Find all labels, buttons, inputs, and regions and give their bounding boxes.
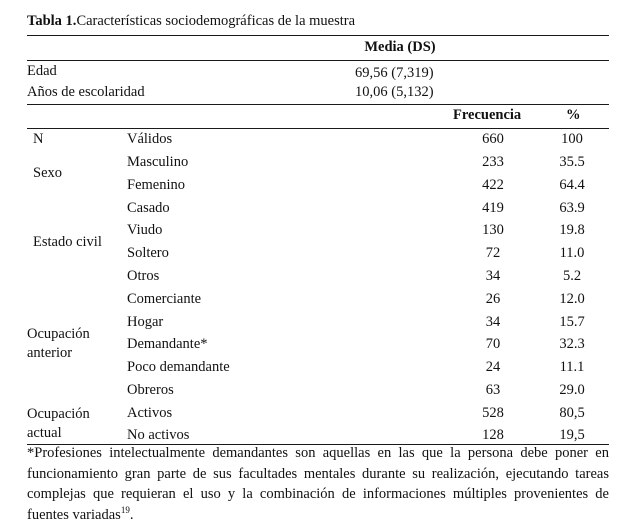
row-percent: 15.7 (559, 314, 585, 330)
row-category: Válidos (127, 131, 173, 147)
row-category: Viudo (127, 222, 163, 238)
row-frequency: 24 (485, 359, 501, 375)
table-caption (27, 13, 355, 30)
footnote-text: *Profesiones intelectualmente demandantes son aquellas en las que la persona debe poner en funcionamiento gran parte de sus facultades mentales durante su realización, ejecutando tareas complejas que requieran el uso y la combinación de informaciones múltiples provenientes de fuentes variadas (27, 445, 609, 523)
row-percent: 64.4 (559, 177, 585, 193)
row-category: Soltero (127, 245, 169, 261)
row-percent: 5.2 (562, 268, 582, 284)
percent-header: % (566, 107, 581, 123)
row-percent: 12.0 (559, 291, 585, 307)
row-category: Masculino (127, 154, 189, 170)
row-category: Casado (127, 200, 170, 216)
row-frequency: 660 (482, 131, 504, 147)
row-category: Otros (127, 268, 160, 284)
row-percent: 32.3 (559, 336, 585, 352)
row-percent: 11.1 (559, 359, 585, 375)
summary-value-edad: 69,56 (7,319) (355, 65, 434, 81)
summary-label-edad: Edad (27, 63, 57, 79)
media-ds-header: Media (DS) (364, 39, 436, 55)
row-frequency: 70 (485, 336, 501, 352)
row-frequency: 72 (485, 245, 501, 261)
row-percent: 19,5 (559, 427, 585, 443)
group-label-estado-civil: Estado civil (33, 234, 102, 250)
group-label-ocupacion-actual-1: Ocupación (27, 406, 90, 422)
footnote (27, 443, 609, 525)
row-frequency: 34 (485, 268, 501, 284)
row-percent: 29.0 (559, 382, 585, 398)
row-percent: 63.9 (559, 200, 585, 216)
row-category: Activos (127, 405, 173, 421)
row-frequency: 130 (482, 222, 504, 238)
group-label-n: N (33, 131, 44, 147)
row-percent: 11.0 (559, 245, 585, 261)
summary-label-escolaridad: Años de escolaridad (27, 84, 145, 100)
row-category: Poco demandante (127, 359, 230, 375)
row-category: Obreros (127, 382, 174, 398)
row-category: Demandante* (127, 336, 208, 352)
row-category: Hogar (127, 314, 164, 330)
row-category: No activos (127, 427, 190, 443)
row-category: Femenino (127, 177, 185, 193)
row-percent: 35.5 (559, 154, 585, 170)
row-category: Comerciante (127, 291, 202, 307)
row-percent: 80,5 (559, 405, 585, 421)
row-frequency: 233 (482, 154, 504, 170)
footnote-end: . (129, 506, 134, 523)
row-frequency: 422 (482, 177, 504, 193)
table-caption-text: Características sociodemográficas de la muestra (76, 13, 356, 29)
row-frequency: 528 (482, 405, 504, 421)
group-label-ocupacion-anterior-2: anterior (27, 345, 73, 361)
frequency-header: Frecuencia (453, 107, 522, 123)
table-caption-label: Tabla 1. (27, 13, 77, 29)
top-rule (27, 35, 609, 36)
summary-value-escolaridad: 10,06 (5,132) (355, 84, 434, 100)
row-frequency: 63 (485, 382, 501, 398)
group-label-ocupacion-anterior-1: Ocupación (27, 326, 90, 342)
frequency-header-rule (27, 128, 609, 129)
summary-header-rule (27, 60, 609, 61)
row-frequency: 419 (482, 200, 504, 216)
row-percent: 100 (561, 131, 583, 147)
row-frequency: 26 (485, 291, 501, 307)
group-label-sexo: Sexo (33, 165, 62, 181)
row-percent: 19.8 (559, 222, 585, 238)
row-frequency: 128 (482, 427, 504, 443)
footnote-reference: 19 (120, 504, 130, 515)
summary-bottom-rule (27, 104, 609, 105)
group-label-ocupacion-actual-2: actual (27, 425, 62, 441)
row-frequency: 34 (485, 314, 501, 330)
